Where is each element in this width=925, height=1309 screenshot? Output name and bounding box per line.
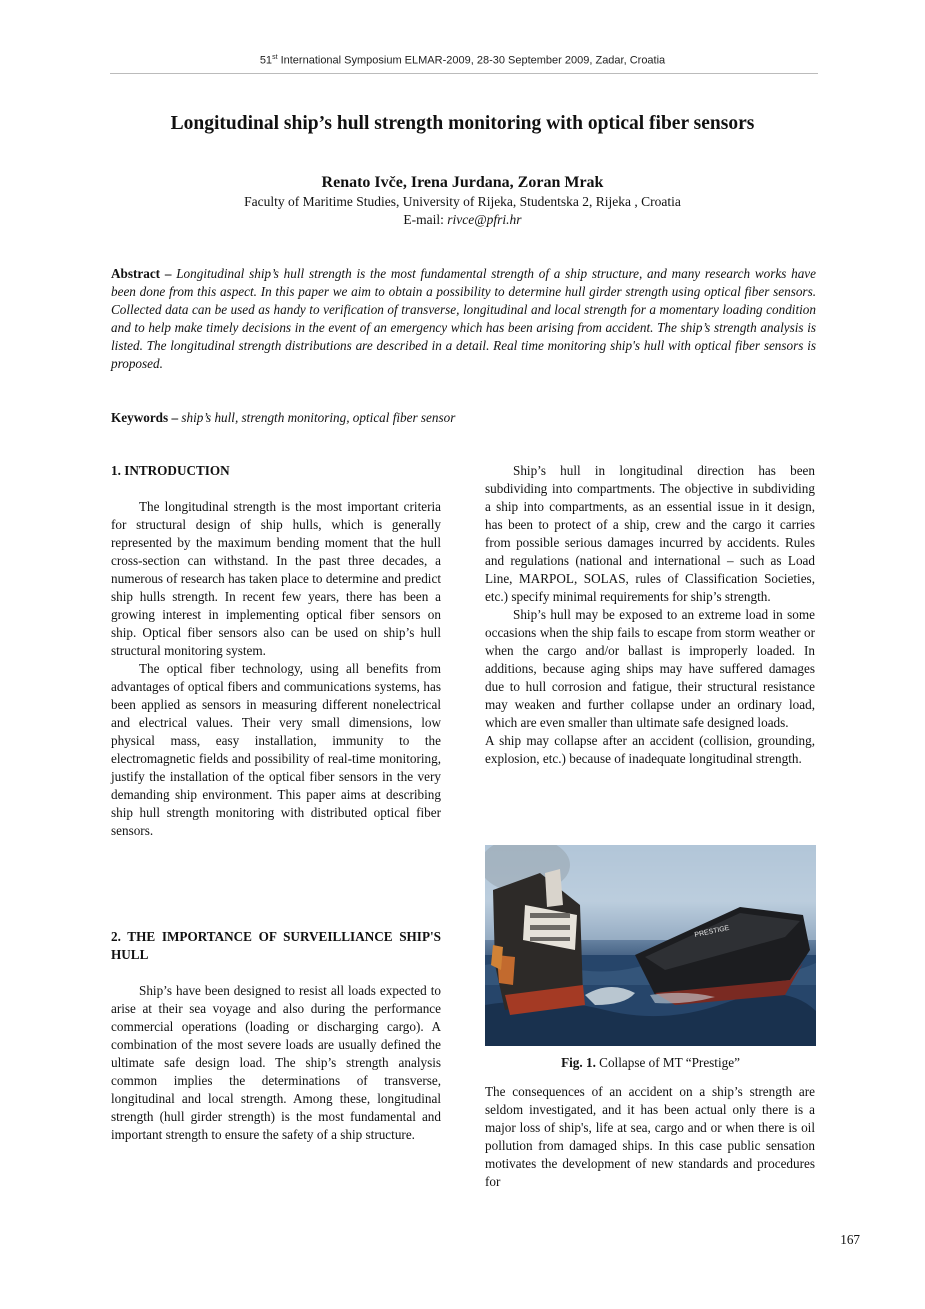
affiliation: Faculty of Maritime Studies, University of Rijeka, Studentska 2, Rijeka , Croatia [244, 194, 681, 209]
paragraph: The consequences of an accident on a ship’s strength are seldom investigated, and it has been actual only there is a major loss of ship's, life at sea, cargo and or when there is oil pollution from damaged ships. In this case public sensation motivates the development of new standards and procedures for [485, 1084, 815, 1189]
ship-photo-illustration [485, 845, 816, 1046]
abstract [111, 265, 816, 373]
email-line [60, 212, 865, 228]
figure-label: Fig. 1. [561, 1055, 596, 1070]
ship-name-label: PRESTIGE [693, 924, 731, 939]
section-1-heading: 1. INTRODUCTION [111, 463, 230, 478]
paragraph: The optical fiber technology, using all benefits from advantages of optical fibers and communications systems, has been applied as sensors in measuring different nonelectrical and electrical values. Their very small dimensions, low physical mass, easy installation, immunity to the electromagnetic fields and possibility of real-time monitoring, justify the installation of the optical fiber sensors in the very demanding ship environment. This paper aims at describing ship hull strength monitoring with distributed optical fiber sensors. [111, 661, 441, 838]
paragraph: A ship may collapse after an accident (collision, grounding, explosion, etc.) because of inadequate longitudinal strength. [485, 733, 815, 766]
section-2-body [111, 982, 441, 1144]
paragraph: Ship’s have been designed to resist all loads expected to arise at their sea voyage and also during the performance commercial operations (loading or discharging cargo). A combination of the most severe loads are usually defined the ultimate safe design load. The ship’s strength analysis common implies the determinations of transverse, longitudinal and local strength. Among these, longitudinal strength (hull girder strength) is the most fundamental and important strength to ensure the safety of a ship structure. [111, 983, 441, 1142]
email-label: E-mail: [403, 212, 448, 227]
paragraph: The longitudinal strength is the most important criteria for structural design of ship hulls, which is generally represented by the maximum bending moment that the hull cross-section can withstand. In the past three decades, a numerous of research has taken place to determine and predict ship hulls strength. In recent few years, there has been a growing interest in implementing optical fiber sensors on ship. Optical fiber sensors also can be used on ship’s hull structural monitoring system. [111, 499, 441, 658]
right-column-continued [485, 1083, 815, 1191]
keywords-text: ship’s hull, strength monitoring, optical fiber sensor [181, 410, 456, 425]
abstract-text: Longitudinal ship’s hull strength is the most fundamental strength of a ship structure, and many research works have been done from this aspect. In this paper we aim to obtain a possibility to determine hull girder strength using optical fiber sensors. Collected data can be used as handy to verification of transverse, longitudinal and local strength for a momentary loading condition and to help make timely decisions in the event of an emergency which has been arising from accident. The ship’s strength analysis is listed. The longitudinal strength distributions are described in a detail. Real time monitoring ship's hull with optical fiber sensors is proposed. [111, 266, 816, 371]
page-number: 167 [840, 1232, 860, 1247]
ship-collapse-photo [485, 845, 816, 1046]
abstract-label: Abstract – [111, 266, 177, 281]
paragraph: Ship’s hull in longitudinal direction has been subdividing into compartments. The objective in subdividing a ship into compartments, as an essential issue in it design, has been to protect of a ship, crew and the cargo it carries from possible serious damages incurred by accidents. Rules and regulations (national and international – such as Load Line, MARPOL, SOLAS, rules of Classification Societies, etc.) specify minimal requirements for ship’s strength. [485, 463, 815, 604]
keywords [111, 409, 816, 427]
email-link[interactable]: rivce@pfri.hr [447, 212, 522, 227]
figure-caption [485, 1055, 816, 1071]
paragraph: Ship’s hull may be exposed to an extreme load in some occasions when the ship fails to escape from storm weather or when the cargo and/or ballast is improperly loaded. In additions, because aging ships may have suffered damages due to hull corrosion and fatigue, their structural resistance may weaken and further collapse under an ordinary load, which are even smaller than ultimate safe designed loads. [485, 607, 815, 730]
header-rule [110, 73, 818, 74]
keywords-label: Keywords – [111, 410, 182, 425]
figure-caption-text: Collapse of MT “Prestige” [595, 1055, 740, 1070]
authors: Renato Ivče, Irena Jurdana, Zoran Mrak [321, 174, 604, 191]
section-1-body [111, 498, 441, 840]
right-column-body [485, 462, 815, 768]
conference-header: 51st International Symposium ELMAR-2009, 28-30 September 2009, Zadar, Croatia [259, 54, 666, 67]
paper-title: Longitudinal ship’s hull strength monitoring with optical fiber sensors [170, 113, 755, 134]
section-2-heading: 2. THE IMPORTANCE OF SURVEILLIANCE SHIP'S HULL [111, 929, 441, 962]
